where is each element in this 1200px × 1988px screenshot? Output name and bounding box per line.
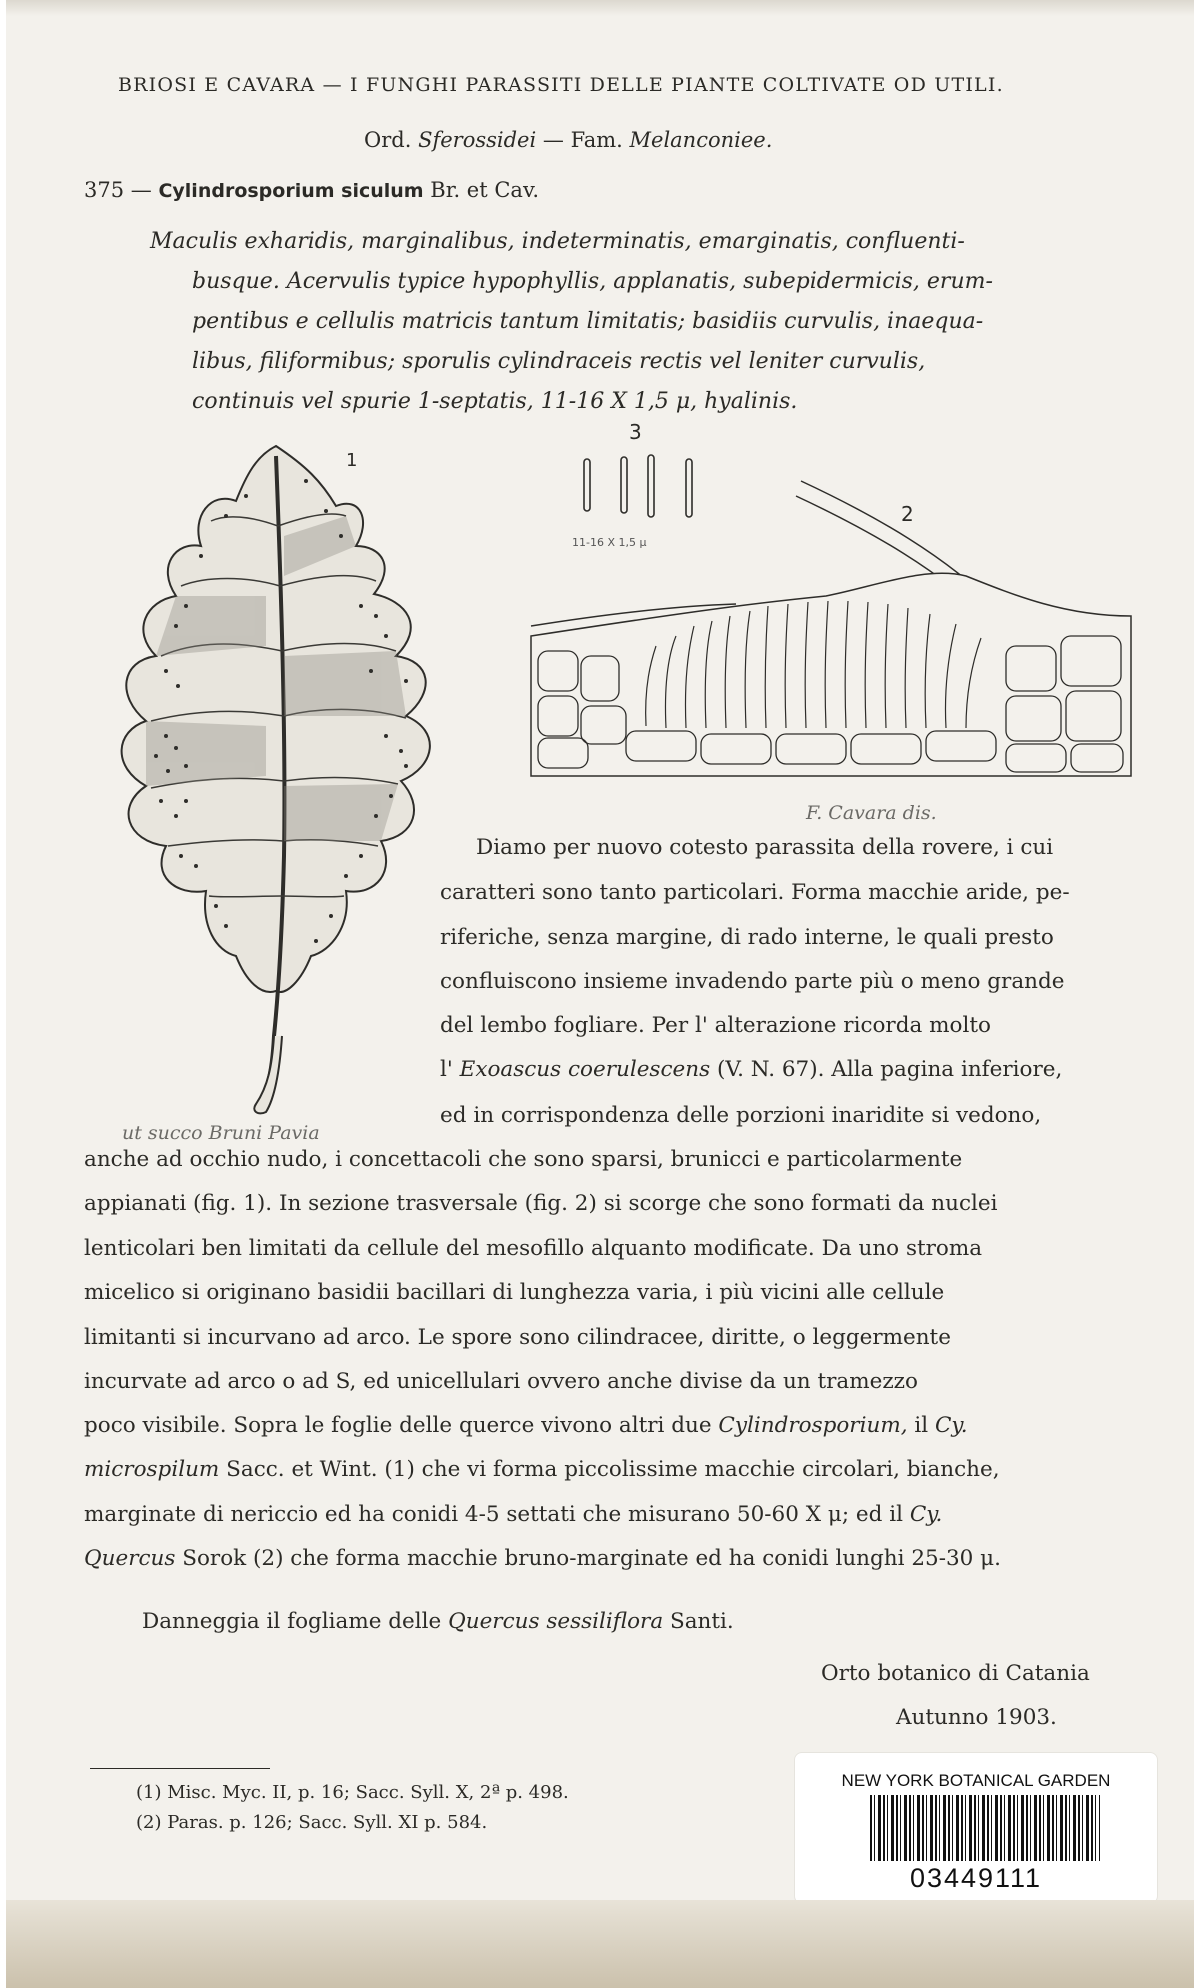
body-line-17-post: Sorok (2) che forma macchie bruno-marginate ed ha conidi lunghi 25-30 μ. xyxy=(175,1546,1001,1571)
signature-place: Orto botanico di Catania xyxy=(821,1661,1090,1686)
body-line-6-post: (V. N. 67). Alla pagina inferiore, xyxy=(710,1057,1063,1082)
section-outline xyxy=(531,573,1131,776)
body-line-1: Diamo per nuovo cotesto parassita della rovere, i cui xyxy=(476,835,1054,860)
order-dash: — xyxy=(542,128,564,152)
header-separator: — xyxy=(322,74,343,96)
figure-1-number: 1 xyxy=(346,450,358,471)
body-line-8: anche ad occhio nudo, i concettacoli che sono sparsi, brunicci e particolarmente xyxy=(84,1147,963,1172)
body-line-17 xyxy=(84,1537,1001,1582)
footnote-2: (2) Paras. p. 126; Sacc. Syll. XI p. 584. xyxy=(136,1812,488,1833)
latin-line-2: busque. Acervulis typice hypophyllis, applanatis, subepidermicis, erum- xyxy=(192,269,993,294)
body-line-17-italic: Quercus xyxy=(84,1546,176,1571)
leaf-illustration xyxy=(106,436,486,1136)
body-line-14-italic: Cylindrosporium, xyxy=(718,1413,908,1438)
body-line-14 xyxy=(84,1404,968,1449)
body-line-6 xyxy=(440,1048,1062,1093)
institution-name: NEW YORK BOTANICAL GARDEN xyxy=(841,1771,1111,1790)
species-name: Cylindrosporium siculum xyxy=(158,180,424,202)
body-line-13: incurvate ad arco o ad S, ed unicellulari ovvero anche divise da un tramezzo xyxy=(84,1369,918,1394)
body-line-11: micelico si originano basidii bacillari di lunghezza varia, i più vicini alle cellule xyxy=(84,1280,945,1305)
latin-line-4: libus, filiformibus; sporulis cylindraceis rectis vel leniter curvulis, xyxy=(192,349,926,374)
body-line-6-italic: Exoascus coerulescens xyxy=(459,1057,711,1082)
body-line-16-italic: Cy. xyxy=(909,1502,943,1527)
running-header xyxy=(118,74,1004,96)
latin-line-3: pentibus e cellulis matricis tantum limitatis; basidiis curvulis, inaequa- xyxy=(192,309,984,334)
cross-section-drawing xyxy=(526,476,1136,786)
species-heading xyxy=(84,178,539,202)
family-name: Melanconiee. xyxy=(629,128,773,152)
sheet-edge-bottom xyxy=(6,1900,1194,1988)
species-authority: Br. et Cav. xyxy=(430,178,539,202)
body-line-14-pre: poco visibile. Sopra le foglie delle querce vivono altri due xyxy=(84,1413,719,1438)
body-line-18-pre: Danneggia il fogliame delle xyxy=(142,1609,449,1634)
order-name: Sferossidei xyxy=(418,128,537,152)
signature-date: Autunno 1903. xyxy=(896,1705,1057,1730)
footnote-1: (1) Misc. Myc. II, p. 16; Sacc. Syll. X, 2ª p. 498. xyxy=(136,1782,569,1803)
species-number: 375 xyxy=(84,178,125,202)
body-line-10: lenticolari ben limitati da cellule del mesofillo alquanto modificate. Da uno stroma xyxy=(84,1236,983,1261)
body-line-15 xyxy=(84,1448,1000,1493)
artist-caption: F. Cavara dis. xyxy=(806,802,937,824)
body-line-18-post: Santi. xyxy=(663,1609,734,1634)
body-line-9: appianati (fig. 1). In sezione trasversale (fig. 2) si scorge che sono formati da nuclei xyxy=(84,1191,998,1216)
body-line-18-italic: Quercus sessiliflora xyxy=(448,1609,664,1634)
species-dash: — xyxy=(130,178,152,202)
body-line-3: riferiche, senza margine, di rado interne, le quali presto xyxy=(440,925,1054,950)
body-line-12: limitanti si incurvano ad arco. Le spore sono cilindracee, diritte, o leggermente xyxy=(84,1325,951,1350)
body-line-18 xyxy=(142,1600,734,1645)
leaf-petiole xyxy=(254,1036,282,1113)
body-line-6-pre: l' xyxy=(440,1057,460,1082)
body-line-4: confluiscono insieme invadendo parte più o meno grande xyxy=(440,969,1065,994)
body-line-16-text: marginate di nericcio ed ha conidi 4-5 settati che misurano 50-60 X μ; ed il xyxy=(84,1502,910,1527)
figure-2-number: 2 xyxy=(901,502,914,526)
header-title: I FUNGHI PARASSITI DELLE PIANTE COLTIVATE OD UTILI. xyxy=(350,74,1004,96)
order-family-line xyxy=(364,128,772,152)
order-label: Ord. xyxy=(364,128,412,152)
body-line-14-post: il xyxy=(907,1413,935,1438)
printed-page xyxy=(6,6,1194,1900)
leaf-caption: ut succo Bruni Pavia xyxy=(122,1122,320,1144)
barcode xyxy=(870,1795,1100,1861)
body-line-7: ed in corrispondenza delle porzioni inaridite si vedono, xyxy=(440,1103,1042,1128)
body-line-14-italic-2: Cy. xyxy=(934,1413,968,1438)
family-label: Fam. xyxy=(570,128,623,152)
body-line-16 xyxy=(84,1493,942,1538)
header-authors: BRIOSI E CAVARA xyxy=(118,74,316,96)
leaf-outline xyxy=(122,446,430,992)
latin-line-5: continuis vel spurie 1-septatis, 11-16 X 1,5 μ, hyalinis. xyxy=(192,389,798,414)
spore-scale-label: 11-16 X 1,5 μ xyxy=(572,536,647,549)
footnote-rule xyxy=(90,1768,270,1769)
herbarium-label xyxy=(794,1752,1158,1904)
latin-line-1: Maculis exharidis, marginalibus, indeterminatis, emarginatis, confluenti- xyxy=(150,229,965,254)
body-line-15-post: Sacc. et Wint. (1) che vi forma piccolissime macchie circolari, bianche, xyxy=(219,1457,1000,1482)
figure-3-number: 3 xyxy=(629,420,642,444)
body-line-2: caratteri sono tanto particolari. Forma macchie aride, pe- xyxy=(440,880,1070,905)
body-line-15-italic: microspilum xyxy=(84,1457,220,1482)
barcode-number: 03449111 xyxy=(909,1863,1043,1893)
herbarium-sheet xyxy=(6,0,1194,1988)
body-line-5: del lembo fogliare. Per l' alterazione ricorda molto xyxy=(440,1013,991,1038)
